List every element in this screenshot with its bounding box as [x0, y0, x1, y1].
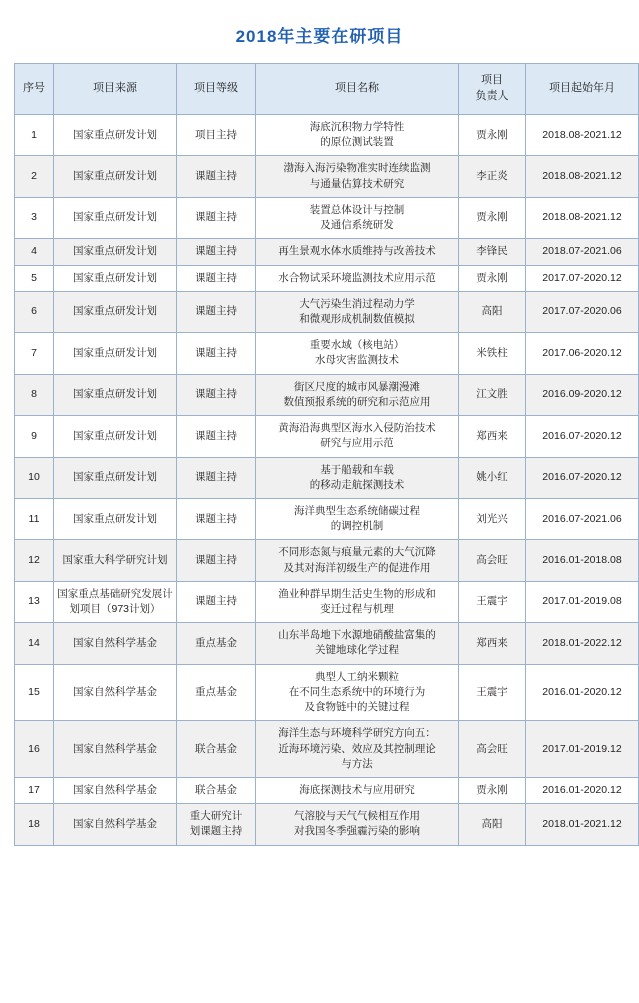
- cell-name-line: 基于船载和车载: [320, 463, 394, 476]
- cell-owner: 贾永刚: [459, 197, 526, 238]
- cell-level: 课题主持: [177, 333, 256, 374]
- cell-name-line: 与通量估算技术研究: [309, 177, 405, 190]
- cell-source: 国家重点研发计划: [54, 156, 177, 197]
- cell-name-line: 装置总体设计与控制: [309, 203, 405, 216]
- cell-date: 2018.08-2021.12: [526, 156, 639, 197]
- cell-index: 11: [15, 498, 54, 539]
- cell-owner: 刘光兴: [459, 498, 526, 539]
- cell-name-line: 对我国冬季强霾污染的影响: [294, 825, 420, 838]
- projects-table: [14, 63, 639, 846]
- cell-level-line: 划课题主持: [189, 825, 243, 838]
- cell-index: 4: [15, 239, 54, 265]
- column-header-owner: [459, 64, 526, 115]
- table-header: [15, 64, 639, 115]
- cell-name: [256, 540, 459, 581]
- cell-level: 项目主持: [177, 115, 256, 156]
- cell-name-line: 街区尺度的城市风暴潮漫滩: [294, 380, 420, 393]
- table-row: [15, 540, 639, 581]
- column-header-name: 项目名称: [256, 64, 459, 115]
- cell-name: [256, 778, 459, 804]
- table-row: [15, 804, 639, 845]
- cell-name-line: 不同形态氮与痕量元素的大气沉降: [278, 546, 436, 559]
- cell-name: [256, 498, 459, 539]
- cell-name: [256, 374, 459, 415]
- cell-name-line: 及食物链中的关键过程: [304, 701, 410, 714]
- cell-name-line: 的原位测试装置: [320, 136, 394, 149]
- cell-name: [256, 156, 459, 197]
- cell-name: [256, 721, 459, 778]
- cell-source: 国家自然科学基金: [54, 623, 177, 664]
- cell-date: 2018.08-2021.12: [526, 115, 639, 156]
- cell-name: [256, 457, 459, 498]
- cell-index: 14: [15, 623, 54, 664]
- cell-source: 国家重点研发计划: [54, 416, 177, 457]
- cell-source: 国家重点研发计划: [54, 374, 177, 415]
- cell-name: [256, 416, 459, 457]
- cell-date: 2016.09-2020.12: [526, 374, 639, 415]
- cell-date: 2017.01-2019.12: [526, 721, 639, 778]
- cell-name: [256, 197, 459, 238]
- cell-owner: 贾永刚: [459, 115, 526, 156]
- page-title: 2018年主要在研项目: [235, 27, 404, 46]
- cell-name-line: 山东半岛地下水源地硝酸盐富集的: [278, 629, 436, 642]
- cell-date: 2016.07-2020.12: [526, 416, 639, 457]
- cell-name: [256, 623, 459, 664]
- cell-date: 2016.01-2020.12: [526, 664, 639, 721]
- cell-name-line: 的移动走航探测技术: [309, 478, 405, 491]
- cell-index: 17: [15, 778, 54, 804]
- cell-owner: 米铁柱: [459, 333, 526, 374]
- table-row: [15, 156, 639, 197]
- cell-index: 18: [15, 804, 54, 845]
- cell-name: [256, 265, 459, 291]
- cell-source: 国家重点研发计划: [54, 291, 177, 332]
- cell-name: [256, 804, 459, 845]
- cell-index: 12: [15, 540, 54, 581]
- column-header-owner-line2: 负责人: [475, 90, 509, 102]
- cell-name-line: 渤海入海污染物准实时连续监测: [283, 162, 431, 175]
- cell-level: 联合基金: [177, 778, 256, 804]
- cell-index: 8: [15, 374, 54, 415]
- cell-name-line: 重要水域（核电站）: [309, 339, 405, 352]
- cell-index: 5: [15, 265, 54, 291]
- cell-date: 2017.06-2020.12: [526, 333, 639, 374]
- cell-source: 国家重点研发计划: [54, 115, 177, 156]
- cell-name-line: 的调控机制: [330, 520, 384, 533]
- cell-owner: 李正炎: [459, 156, 526, 197]
- table-row: [15, 664, 639, 721]
- table-body: [15, 115, 639, 846]
- cell-owner: 高会旺: [459, 721, 526, 778]
- cell-index: 15: [15, 664, 54, 721]
- cell-source: 国家自然科学基金: [54, 664, 177, 721]
- cell-index: 3: [15, 197, 54, 238]
- cell-source: 国家自然科学基金: [54, 804, 177, 845]
- table-row: [15, 197, 639, 238]
- cell-name-line: 水母灾害监测技术: [315, 354, 399, 367]
- cell-name: [256, 291, 459, 332]
- cell-name: [256, 581, 459, 622]
- table-row: [15, 333, 639, 374]
- cell-level: 课题主持: [177, 156, 256, 197]
- cell-level: [177, 804, 256, 845]
- cell-level: 课题主持: [177, 416, 256, 457]
- cell-date: 2016.07-2020.12: [526, 457, 639, 498]
- cell-owner: 高会旺: [459, 540, 526, 581]
- cell-date: 2016.01-2020.12: [526, 778, 639, 804]
- cell-level: 课题主持: [177, 581, 256, 622]
- cell-level: 课题主持: [177, 291, 256, 332]
- cell-name-line: 海底探测技术与应用研究: [299, 784, 415, 796]
- cell-date: 2017.01-2019.08: [526, 581, 639, 622]
- cell-name: [256, 664, 459, 721]
- cell-name: [256, 239, 459, 265]
- cell-source: 国家重点研发计划: [54, 457, 177, 498]
- table-row: [15, 581, 639, 622]
- cell-name-line: 关键地球化学过程: [315, 644, 399, 657]
- cell-index: 2: [15, 156, 54, 197]
- table-row: [15, 291, 639, 332]
- cell-owner: 李锋民: [459, 239, 526, 265]
- table-row: [15, 498, 639, 539]
- cell-source: 国家重点研发计划: [54, 333, 177, 374]
- cell-level: 课题主持: [177, 197, 256, 238]
- cell-name-line: 近海环境污染、效应及其控制理论: [278, 742, 436, 755]
- table-row: [15, 239, 639, 265]
- column-header-index: 序号: [15, 64, 54, 115]
- cell-source: 国家重大科学研究计划: [54, 540, 177, 581]
- cell-name-line: 在不同生态系统中的环境行为: [288, 685, 426, 698]
- cell-name-line: 数值预报系统的研究和示范应用: [283, 395, 431, 408]
- cell-name-line: 变迁过程与机理: [320, 603, 394, 616]
- table-row: [15, 457, 639, 498]
- table-row: [15, 265, 639, 291]
- cell-date: 2016.07-2021.06: [526, 498, 639, 539]
- cell-owner: 贾永刚: [459, 265, 526, 291]
- cell-owner: 姚小红: [459, 457, 526, 498]
- cell-owner: 王震宇: [459, 581, 526, 622]
- cell-level: 课题主持: [177, 457, 256, 498]
- cell-name-line: 海洋生态与环境科学研究方向五：: [278, 727, 436, 740]
- cell-level: 重点基金: [177, 623, 256, 664]
- cell-level: 课题主持: [177, 498, 256, 539]
- cell-level: 课题主持: [177, 540, 256, 581]
- column-header-date: 项目起始年月: [526, 64, 639, 115]
- cell-source: 国家重点研发计划: [54, 239, 177, 265]
- cell-date: 2018.08-2021.12: [526, 197, 639, 238]
- cell-level-line: 重大研究计: [189, 810, 243, 823]
- cell-owner: 王震宇: [459, 664, 526, 721]
- cell-name-line: 海底沉积物力学特性: [309, 121, 405, 133]
- cell-owner: 高阳: [459, 291, 526, 332]
- table-header-row: [15, 64, 639, 115]
- cell-owner: 郑西来: [459, 623, 526, 664]
- cell-level: 课题主持: [177, 239, 256, 265]
- cell-owner: 江文胜: [459, 374, 526, 415]
- cell-date: 2016.01-2018.08: [526, 540, 639, 581]
- cell-level: 联合基金: [177, 721, 256, 778]
- cell-source: 国家重点研发计划: [54, 498, 177, 539]
- cell-name-line: 与方法: [341, 757, 373, 770]
- cell-date: 2018.01-2021.12: [526, 804, 639, 845]
- cell-name-line: 渔业种群早期生活史生物的形成和: [278, 587, 436, 600]
- cell-index: 13: [15, 581, 54, 622]
- table-row: [15, 416, 639, 457]
- cell-index: 1: [15, 115, 54, 156]
- cell-source: 国家自然科学基金: [54, 721, 177, 778]
- cell-name-line: 再生景观水体水质维持与改善技术: [278, 245, 436, 258]
- cell-source: 国家自然科学基金: [54, 778, 177, 804]
- column-header-level: 项目等级: [177, 64, 256, 115]
- cell-source-line: 国家重点基础研究发展计: [57, 587, 173, 600]
- cell-source: 国家重点研发计划: [54, 197, 177, 238]
- cell-date: 2017.07-2020.06: [526, 291, 639, 332]
- cell-index: 6: [15, 291, 54, 332]
- table-row: [15, 374, 639, 415]
- cell-name-line: 和微观形成机制数值模拟: [299, 312, 415, 325]
- cell-name-line: 研究与应用示范: [320, 437, 394, 450]
- column-header-source: 项目来源: [54, 64, 177, 115]
- cell-name-line: 及通信系统研发: [320, 219, 394, 232]
- cell-name-line: 气溶胶与天气气候相互作用: [294, 810, 420, 823]
- cell-index: 16: [15, 721, 54, 778]
- cell-level: 课题主持: [177, 265, 256, 291]
- cell-name-line: 及其对海洋初级生产的促进作用: [283, 561, 431, 574]
- cell-owner: 贾永刚: [459, 778, 526, 804]
- table-row: [15, 778, 639, 804]
- cell-index: 10: [15, 457, 54, 498]
- cell-source: [54, 581, 177, 622]
- column-header-owner-line1: 项目: [481, 74, 503, 87]
- cell-source-line: 划项目（973计划）: [69, 603, 161, 616]
- cell-name-line: 典型人工纳米颗粒: [315, 670, 399, 683]
- cell-owner: 高阳: [459, 804, 526, 845]
- cell-owner: 郑西来: [459, 416, 526, 457]
- cell-level: 重点基金: [177, 664, 256, 721]
- cell-name: [256, 333, 459, 374]
- cell-source: 国家重点研发计划: [54, 265, 177, 291]
- table-row: [15, 623, 639, 664]
- cell-date: 2017.07-2020.12: [526, 265, 639, 291]
- cell-level: 课题主持: [177, 374, 256, 415]
- cell-name-line: 大气污染生消过程动力学: [299, 297, 415, 310]
- cell-index: 9: [15, 416, 54, 457]
- cell-name: [256, 115, 459, 156]
- cell-name-line: 水合物试采环境监测技术应用示范: [278, 271, 436, 284]
- table-row: [15, 115, 639, 156]
- table-row: [15, 721, 639, 778]
- cell-date: 2018.07-2021.06: [526, 239, 639, 265]
- cell-date: 2018.01-2022.12: [526, 623, 639, 664]
- cell-index: 7: [15, 333, 54, 374]
- cell-name-line: 黄海沿海典型区海水入侵防治技术: [278, 422, 436, 435]
- cell-name-line: 海洋典型生态系统储碳过程: [294, 504, 420, 517]
